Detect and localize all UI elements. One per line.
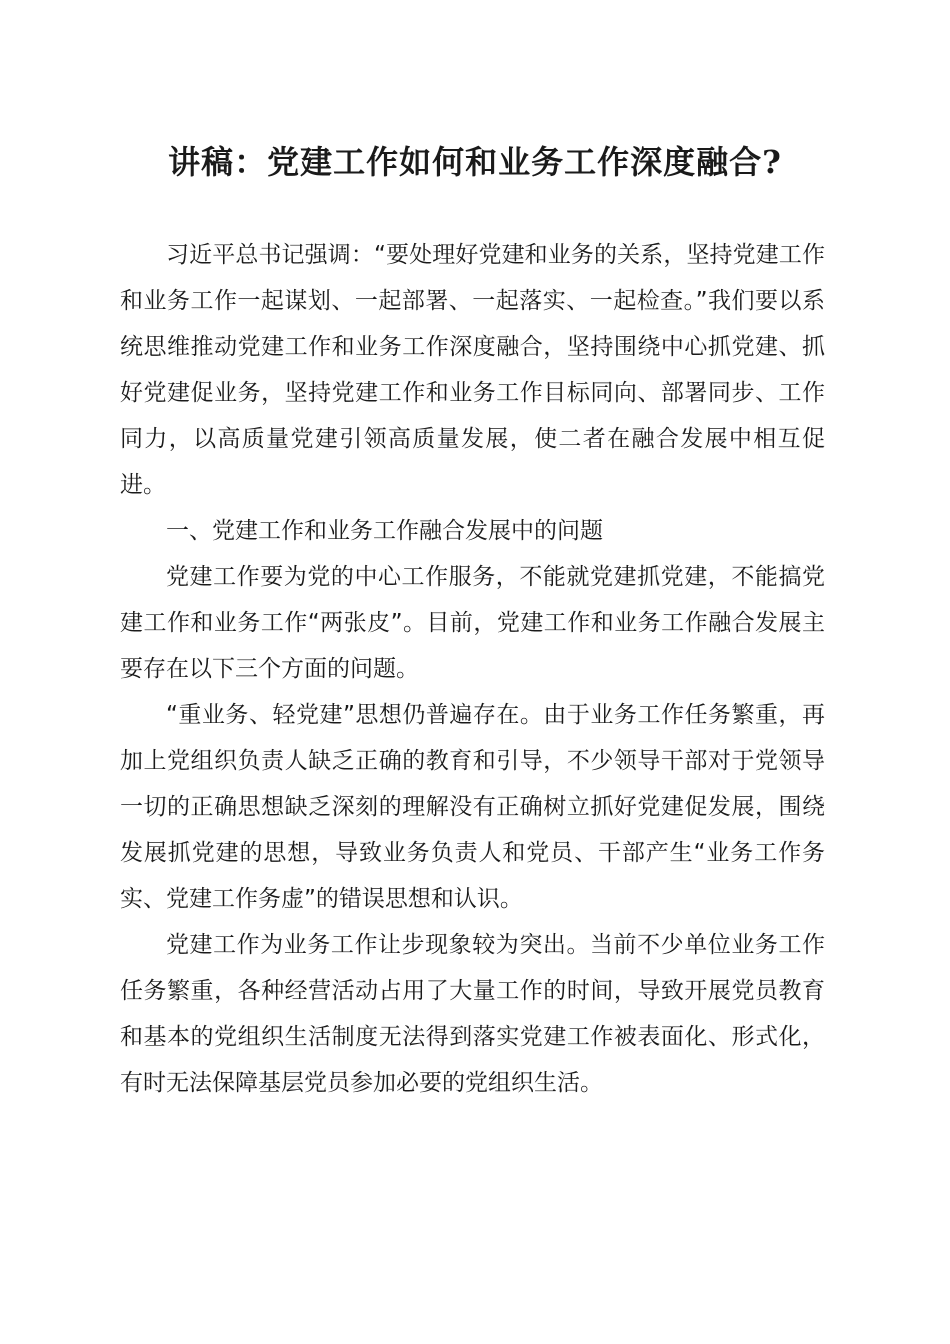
- paragraph-intro: 习近平总书记强调：“要处理好党建和业务的关系，坚持党建工作和业务工作一起谋划、一起部署、一起落实、一起检查。”我们要以系统思维推动党建工作和业务工作深度融合，坚持围绕中心抓党建、抓好党建促业务，坚持党建工作和业务工作目标同向、部署同步、工作同力，以高质量党建引领高质量发展，使二者在融合发展中相互促进。: [120, 242, 825, 498]
- document-title: 讲稿：党建工作如何和业务工作深度融合?: [168, 143, 782, 181]
- paragraph-problems-overview: 党建工作要为党的中心工作服务，不能就党建抓党建，不能搞党建工作和业务工作“两张皮”。目前，党建工作和业务工作融合发展主要存在以下三个方面的问题。: [120, 564, 825, 682]
- paragraph-problem-1: “重业务、轻党建”思想仍普遍存在。由于业务工作任务繁重，再加上党组织负责人缺乏正确的教育和引导，不少领导干部对于党领导一切的正确思想缺乏深刻的理解没有正确树立抓好党建促发展，围绕发展抓党建的思想，导致业务负责人和党员、干部产生“业务工作务实、党建工作务虚”的错误思想和认识。: [120, 702, 825, 912]
- document-body: [120, 232, 825, 1106]
- section-heading-1: 一、党建工作和业务工作融合发展中的问题: [166, 518, 603, 544]
- paragraph-problem-2: 党建工作为业务工作让步现象较为突出。当前不少单位业务工作任务繁重，各种经营活动占用了大量工作的时间，导致开展党员教育和基本的党组织生活制度无法得到落实党建工作被表面化、形式化，有时无法保障基层党员参加必要的党组织生活。: [120, 932, 825, 1096]
